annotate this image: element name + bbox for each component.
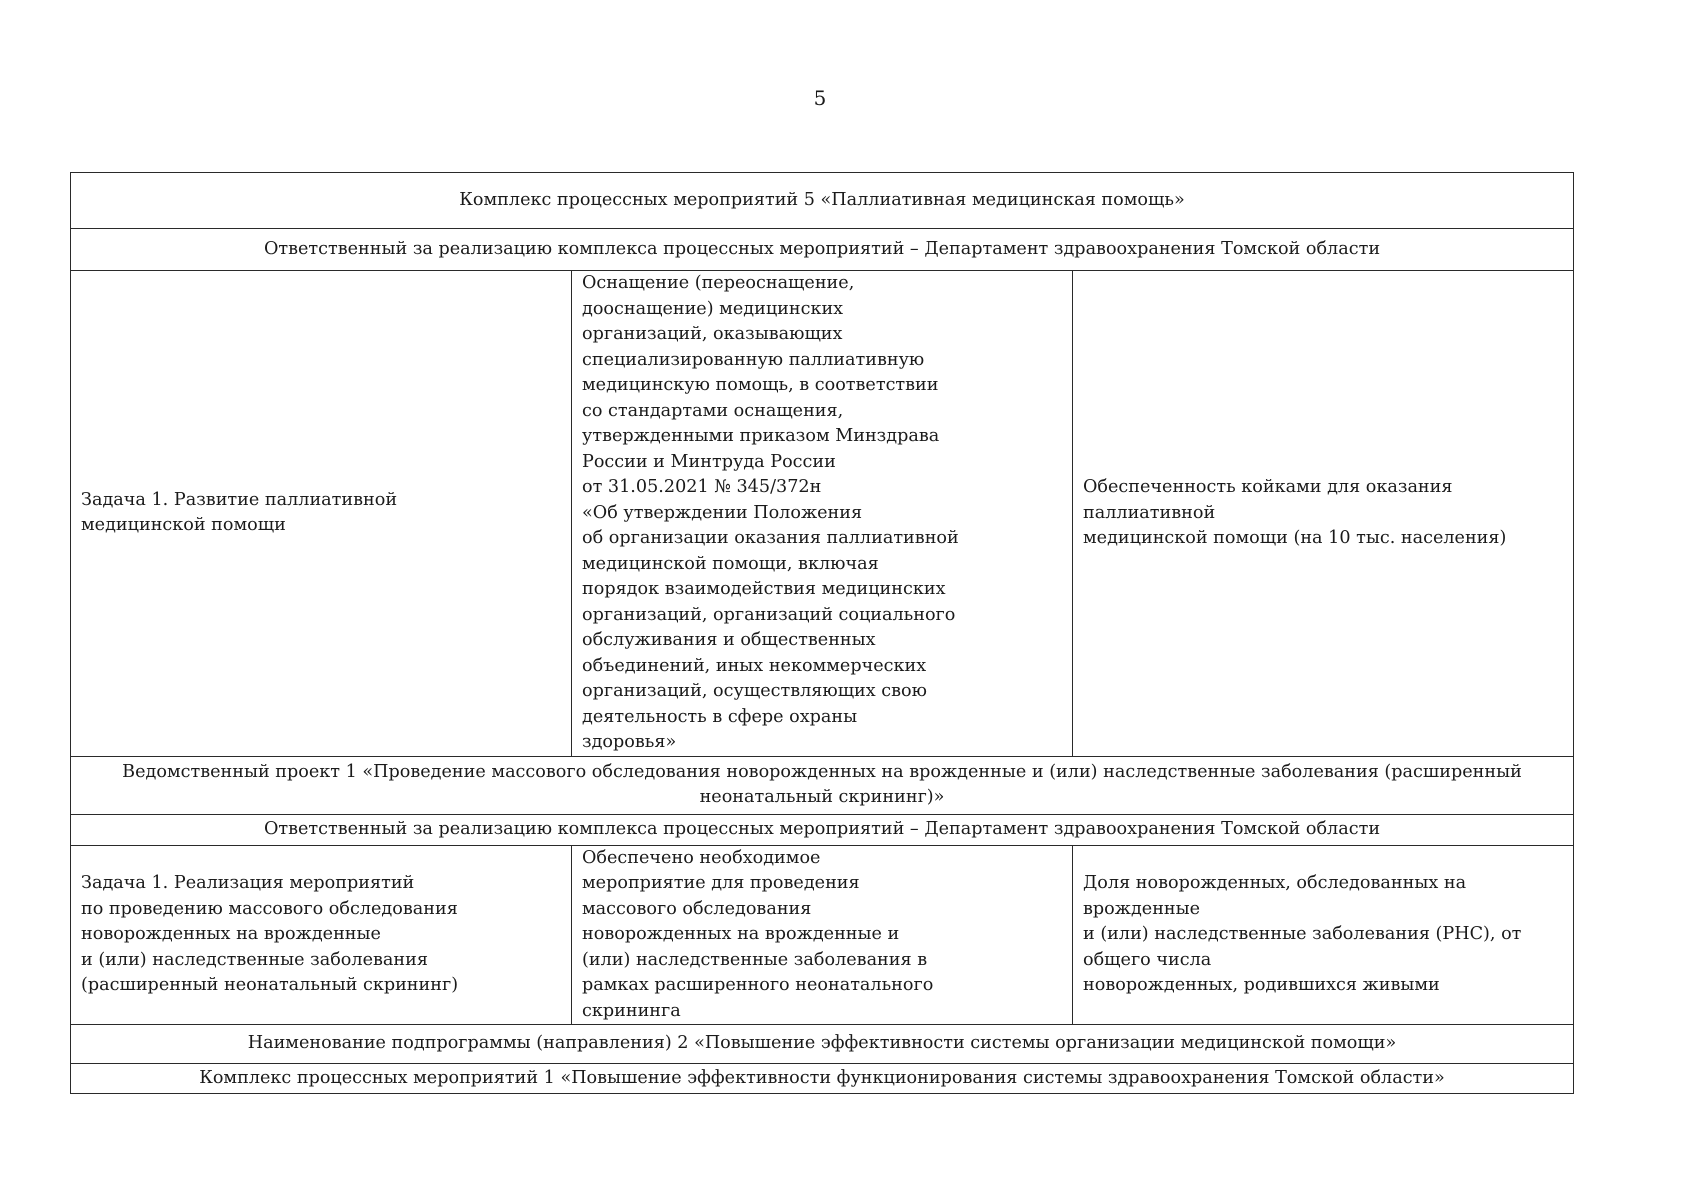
table-row [71, 229, 1574, 271]
page-number: 5 [813, 86, 827, 110]
table-row [71, 271, 1574, 757]
table-row [71, 756, 1574, 814]
task-2-result-cell: Обеспечено необходимое мероприятие для проведения массового обследования новорожденных на врожденные и (или) наследственные заболевания в рамках расширенного неонатального скрининга [572, 845, 1073, 1025]
subprogram-2-title: Наименование подпрограммы (направления) 2 «Повышение эффективности системы организации медицинской помощи» [71, 1025, 1574, 1064]
responsible-department-2: Ответственный за реализацию комплекса процессных мероприятий – Департамент здравоохранения Томской области [71, 814, 1574, 845]
task-1-indicator-cell: Обеспеченность койками для оказания паллиативной медицинской помощи (на 10 тыс. населения) [1073, 271, 1574, 757]
table-row [71, 814, 1574, 845]
task-2-indicator-cell: Доля новорожденных, обследованных на врожденные и (или) наследственные заболевания (РНС), от общего числа новорожденных, родившихся живыми [1073, 845, 1574, 1025]
responsible-department-1: Ответственный за реализацию комплекса процессных мероприятий – Департамент здравоохранения Томской области [71, 229, 1574, 271]
complex-1-title: Комплекс процессных мероприятий 1 «Повышение эффективности функционирования системы здравоохранения Томской области» [71, 1064, 1574, 1094]
complex-5-title: Комплекс процессных мероприятий 5 «Паллиативная медицинская помощь» [71, 173, 1574, 229]
program-structure-table [70, 172, 1574, 1094]
table-row [71, 173, 1574, 229]
table-row [71, 1064, 1574, 1094]
table-row [71, 845, 1574, 1025]
table-row [71, 1025, 1574, 1064]
departmental-project-1-title: Ведомственный проект 1 «Проведение массового обследования новорожденных на врожденные и (или) наследственные заболевания (расширенный неонатальный скрининг)» [71, 756, 1574, 814]
task-2-cell: Задача 1. Реализация мероприятий по проведению массового обследования новорожденных на врожденные и (или) наследственные заболевания (расширенный неонатальный скрининг) [71, 845, 572, 1025]
task-1-cell: Задача 1. Развитие паллиативной медицинской помощи [71, 271, 572, 757]
task-1-result-cell: Оснащение (переоснащение, дооснащение) медицинских организаций, оказывающих специализированную паллиативную медицинскую помощь, в соответствии со стандартами оснащения, утвержденными приказом Минздрава России и Минтруда России от 31.05.2021 № 345/372н «Об утверждении Положения об организации оказания паллиативной медицинской помощи, включая порядок взаимодействия медицинских организаций, организаций социального обслуживания и общественных объединений, иных некоммерческих организаций, осуществляющих свою деятельность в сфере охраны здоровья» [572, 271, 1073, 757]
